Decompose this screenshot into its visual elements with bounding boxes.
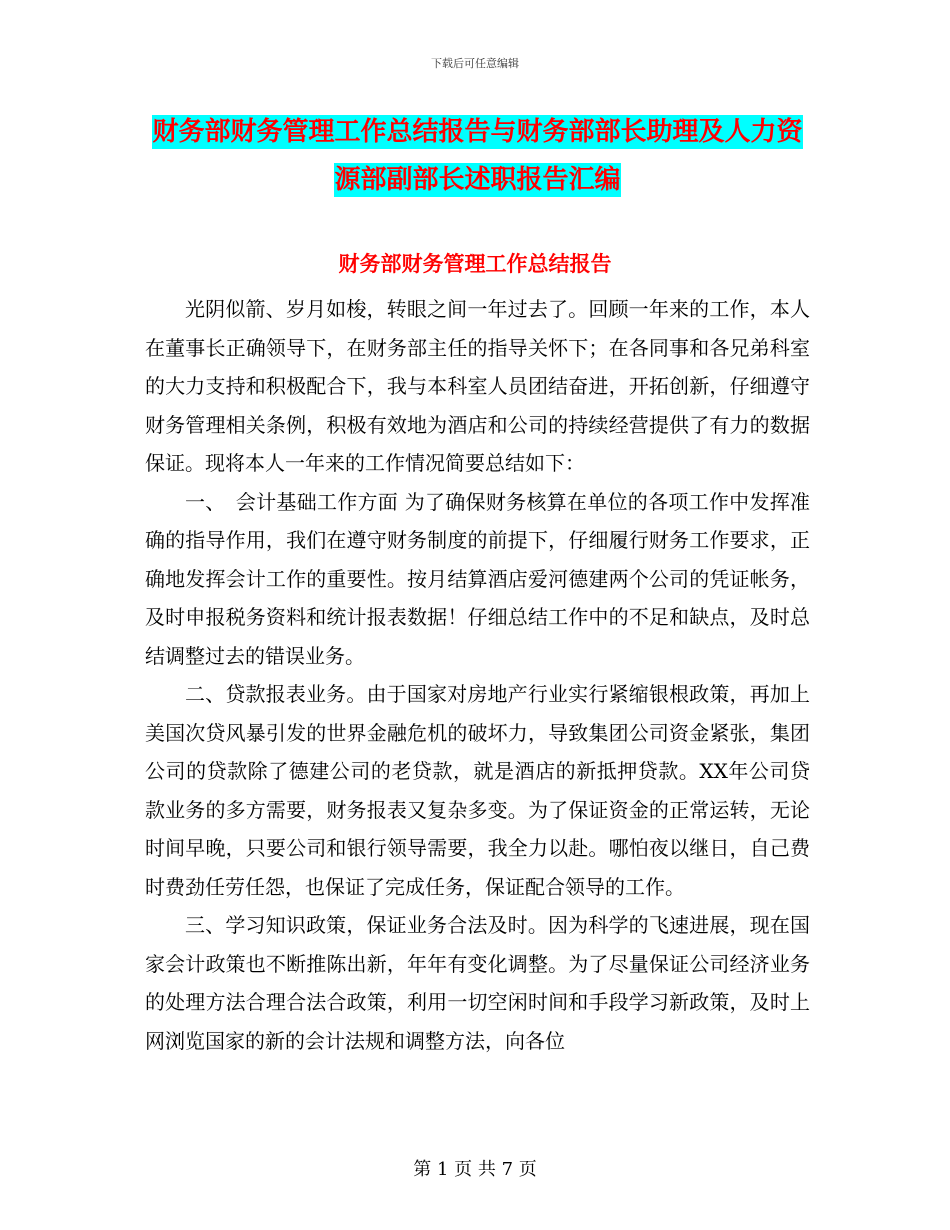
paragraph-loan-reports: 二、贷款报表业务。由于国家对房地产行业实行紧缩银根政策，再加上美国次贷风暴引发的世界金融危机的破坏力，导致集团公司资金紧张，集团公司的贷款除了德建公司的老贷款，就是酒店的新抵押贷款。XX年公司贷款业务的多方需要，财务报表又复杂多变。为了保证资金的正常运转，无论时间早晚，只要公司和银行领导需要，我全力以赴。哪怕夜以继日，自己费时费劲任劳任怨，也保证了完成任务，保证配合领导的工作。 — [145, 682, 810, 899]
paragraph-intro: 光阴似箭、岁月如梭，转眼之间一年过去了。回顾一年来的工作，本人在董事长正确领导下，在财务部主任的指导关怀下；在各同事和各兄弟科室的大力支持和积极配合下，我与本科室人员团结奋进，开拓创新，仔细遵守财务管理相关条例，积极有效地为酒店和公司的持续经营提供了有力的数据保证。现将本人一年来的工作情况简要总结如下： — [145, 297, 810, 475]
paragraph-accounting-basics: 一、 会计基础工作方面 为了确保财务核算在单位的各项工作中发挥准确的指导作用，我们在遵守财务制度的前提下，仔细履行财务工作要求，正确地发挥会计工作的重要性。按月结算酒店爱河德建两个公司的凭证帐务，及时申报税务资料和统计报表数据！仔细总结工作中的不足和缺点，及时总结调整过去的错误业务。 — [145, 489, 810, 668]
section-title: 财务部财务管理工作总结报告 — [338, 252, 612, 276]
page-number: 第 1 页 共 7 页 — [413, 1159, 537, 1180]
document-body — [145, 290, 810, 1060]
document-title — [145, 108, 810, 204]
document-title-text: 财务部财务管理工作总结报告与财务部部长助理及人力资源部副部长述职报告汇编 — [152, 117, 803, 195]
page-header-note: 下载后可任意编辑 — [431, 57, 519, 70]
paragraph-policy-study: 三、学习知识政策，保证业务合法及时。因为科学的飞速进展，现在国家会计政策也不断推陈出新，年年有变化调整。为了尽量保证公司经济业务的处理方法合理合法合政策，利用一切空闲时间和手段学习新政策，及时上网浏览国家的新的会计法规和调整方法，向各位 — [145, 913, 810, 1053]
